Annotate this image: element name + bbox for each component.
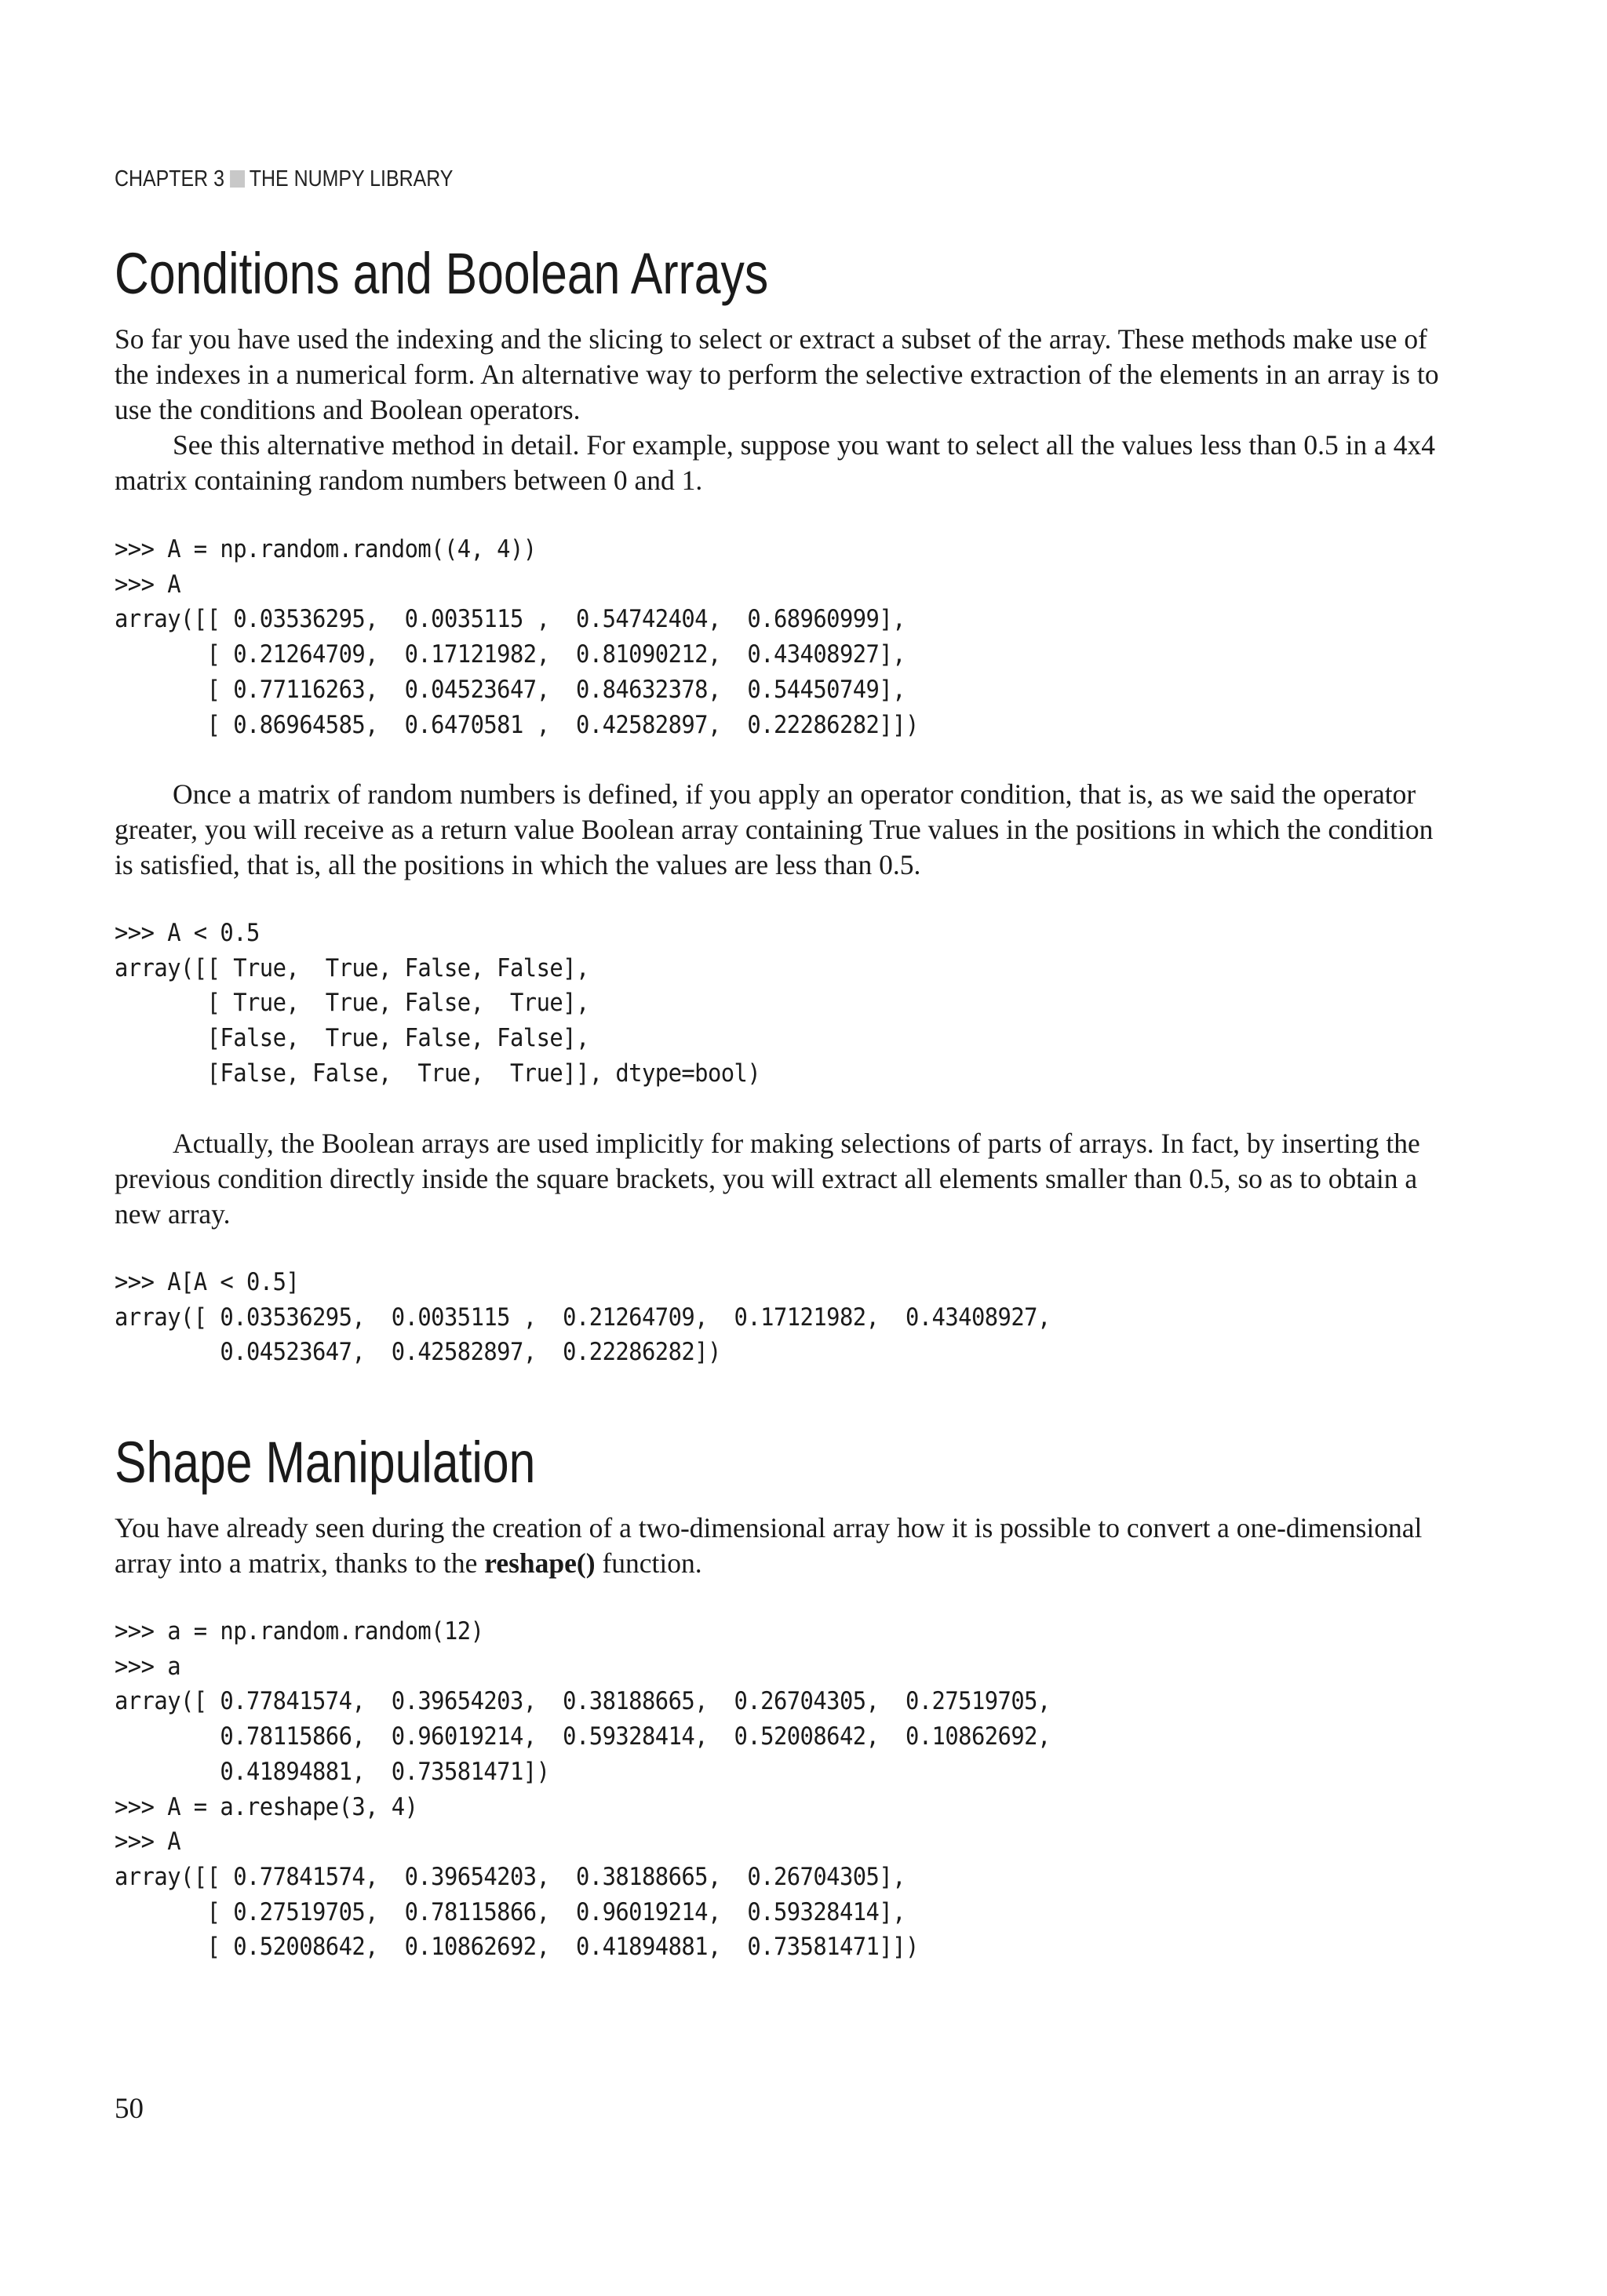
paragraph-reshape-intro (115, 1511, 1441, 1581)
section-heading-conditions: Conditions and Boolean Arrays (115, 241, 769, 306)
code-block-boolean-array: >>> A < 0.5 array([[ True, True, False, False], [ True, True, False, True], [False, True, False, False], [False, False, True, True]], dtype=bool) (115, 919, 761, 1088)
separator-square-icon (230, 170, 245, 188)
code-block-reshape: >>> a = np.random.random(12) >>> a array([ 0.77841574, 0.39654203, 0.38188665, 0.26704305, 0.27519705, 0.78115866, 0.96019214, 0.59328414, 0.52008642, 0.10862692, 0.41894881, 0.73581471]) >>> A = a.reshape(3, 4) >>> A array([[ 0.77841574, 0.39654203, 0.38188665, 0.26704305], [ 0.27519705, 0.78115866, 0.96019214, 0.59328414], [ 0.52008642, 0.10862692, 0.41894881, 0.73581471]]) (115, 1617, 1051, 1962)
paragraph-alternative-method: See this alternative method in detail. For example, suppose you want to select all the values less than 0.5 in a 4x4 matrix containing random numbers between 0 and 1. (115, 429, 1435, 496)
running-head (115, 166, 453, 192)
paragraph-intro: So far you have used the indexing and the slicing to select or extract a subset of the array. These methods make use of the indexes in a numerical form. An alternative way to perform the selective extraction of the elements in an array is to use the conditions and Boolean operators. (115, 323, 1439, 425)
page-number: 50 (115, 2093, 144, 2125)
paragraph-boolean-condition: Once a matrix of random numbers is defined, if you apply an operator condition, that is, as we said the operator greater, you will receive as a return value Boolean array containing True values in the positions in which the condition is satisfied, that is, all the positions in which the values are less than 0.5. (115, 778, 1434, 880)
reshape-text-after: function. (595, 1547, 702, 1579)
reshape-text-before: You have already seen during the creation of a two-dimensional array how it is possible to convert a one-dimensional array into a matrix, thanks to the (115, 1512, 1423, 1579)
running-head-title: THE NUMPY LIBRARY (249, 166, 454, 191)
code-block-boolean-indexing: >>> A[A < 0.5] array([ 0.03536295, 0.0035115 , 0.21264709, 0.17121982, 0.43408927, 0.04523647, 0.42582897, 0.22286282]) (115, 1268, 1051, 1367)
paragraph-boolean-selection: Actually, the Boolean arrays are used implicitly for making selections of parts of arrays. In fact, by inserting the previous condition directly inside the square brackets, you will extract all elements smaller than 0.5, so as to obtain a new array. (115, 1128, 1420, 1230)
section-heading-shape-manipulation: Shape Manipulation (115, 1430, 536, 1495)
running-head-chapter: CHAPTER 3 (115, 166, 224, 191)
code-block-random-matrix: >>> A = np.random.random((4, 4)) >>> A array([[ 0.03536295, 0.0035115 , 0.54742404, 0.68960999], [ 0.21264709, 0.17121982, 0.81090212, 0.43408927], [ 0.77116263, 0.04523647, 0.84632378, 0.54450749], [ 0.86964585, 0.6470581 , 0.42582897, 0.22286282]]) (115, 535, 919, 739)
reshape-function-name: reshape() (484, 1547, 596, 1579)
